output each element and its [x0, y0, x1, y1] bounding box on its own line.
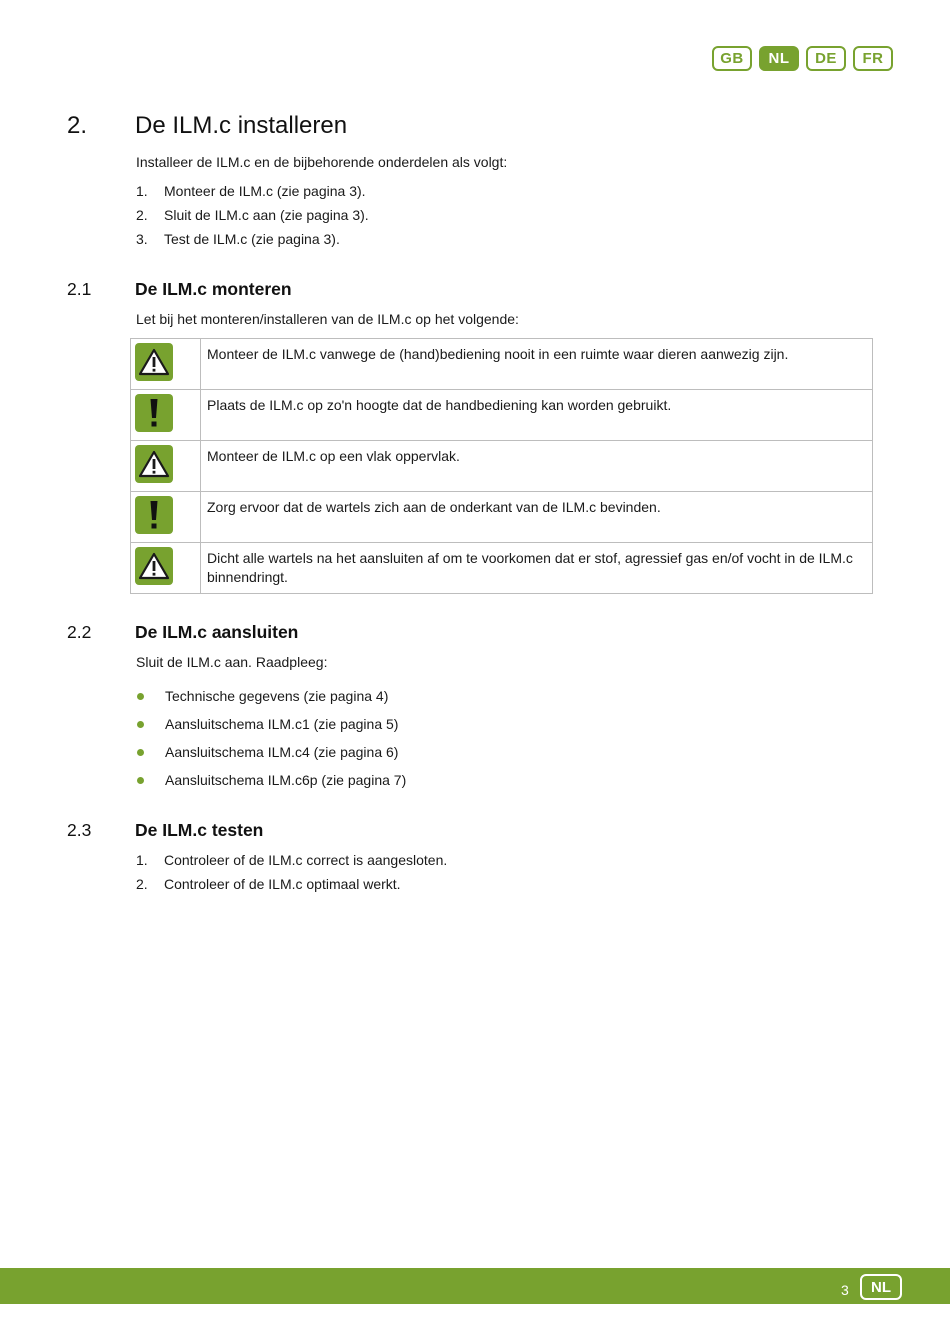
- bullet-icon: [137, 749, 144, 756]
- table-row: [131, 441, 873, 492]
- list-item: 2. Sluit de ILM.c aan (zie pagina 3).: [136, 207, 369, 223]
- section-2-1-heading: [67, 279, 292, 300]
- exclamation-icon: [135, 394, 173, 432]
- section-2-intro: Installeer de ILM.c en de bijbehorende onderdelen als volgt:: [136, 154, 508, 170]
- table-row: [131, 339, 873, 390]
- section-number: 2.1: [67, 279, 92, 299]
- section-title: De ILM.c aansluiten: [135, 622, 299, 642]
- section-number: 2.2: [67, 622, 92, 642]
- list-item: Technische gegevens (zie pagina 4): [136, 688, 406, 716]
- install-steps-list: [136, 183, 369, 255]
- list-item: 2. Controleer of de ILM.c optimaal werkt.: [136, 876, 401, 892]
- warning-triangle-icon: [135, 445, 173, 483]
- warning-triangle-icon: [135, 547, 173, 585]
- warning-text: Dicht alle wartels na het aansluiten af om te voorkomen dat er stof, agressief gas en/of vocht in de ILM.c binnendringt.: [201, 543, 873, 594]
- section-title: De ILM.c installeren: [135, 112, 348, 139]
- section-title: De ILM.c monteren: [135, 279, 292, 299]
- warning-triangle-icon: [135, 343, 173, 381]
- warning-text: Zorg ervoor dat de wartels zich aan de onderkant van de ILM.c bevinden.: [201, 492, 873, 543]
- lang-tab-gb[interactable]: GB: [712, 46, 752, 71]
- lang-tab-nl[interactable]: NL: [759, 46, 799, 71]
- section-number: 2.3: [67, 820, 92, 840]
- list-item: Aansluitschema ILM.c4 (zie pagina 6): [136, 744, 406, 772]
- table-row: [131, 492, 873, 543]
- reference-list: [136, 688, 406, 800]
- table-row: [131, 390, 873, 441]
- section-2-2-heading: [67, 622, 298, 643]
- warning-text: Plaats de ILM.c op zo'n hoogte dat de handbediening kan worden gebruikt.: [201, 390, 873, 441]
- list-item: 1. Controleer of de ILM.c correct is aangesloten.: [136, 852, 448, 868]
- warning-text: Monteer de ILM.c op een vlak oppervlak.: [201, 441, 873, 492]
- list-item: Aansluitschema ILM.c6p (zie pagina 7): [136, 772, 406, 800]
- language-tabs: [712, 46, 893, 71]
- list-item: 1. Monteer de ILM.c (zie pagina 3).: [136, 183, 366, 199]
- table-row: [131, 543, 873, 594]
- section-number: 2.: [67, 112, 88, 139]
- lang-tab-de[interactable]: DE: [806, 46, 846, 71]
- section-title: De ILM.c testen: [135, 820, 264, 840]
- bullet-icon: [137, 721, 144, 728]
- list-item: Aansluitschema ILM.c1 (zie pagina 5): [136, 716, 406, 744]
- exclamation-icon: [135, 496, 173, 534]
- lang-tab-fr[interactable]: FR: [853, 46, 893, 71]
- test-steps-list: [136, 852, 447, 900]
- section-2-2-intro: Sluit de ILM.c aan. Raadpleeg:: [136, 654, 328, 670]
- warning-text: Monteer de ILM.c vanwege de (hand)bediening nooit in een ruimte waar dieren aanwezig zijn.: [201, 339, 873, 390]
- page-number: 3: [841, 1282, 849, 1298]
- bullet-icon: [137, 777, 144, 784]
- footer-bar: [0, 1268, 950, 1304]
- section-2-heading: [67, 112, 347, 140]
- list-item: 3. Test de ILM.c (zie pagina 3).: [136, 231, 340, 247]
- section-2-1-intro: Let bij het monteren/installeren van de ILM.c op het volgende:: [136, 311, 519, 327]
- warnings-table: [130, 338, 873, 594]
- bullet-icon: [137, 693, 144, 700]
- footer-language-badge: NL: [860, 1274, 902, 1300]
- section-2-3-heading: [67, 820, 263, 841]
